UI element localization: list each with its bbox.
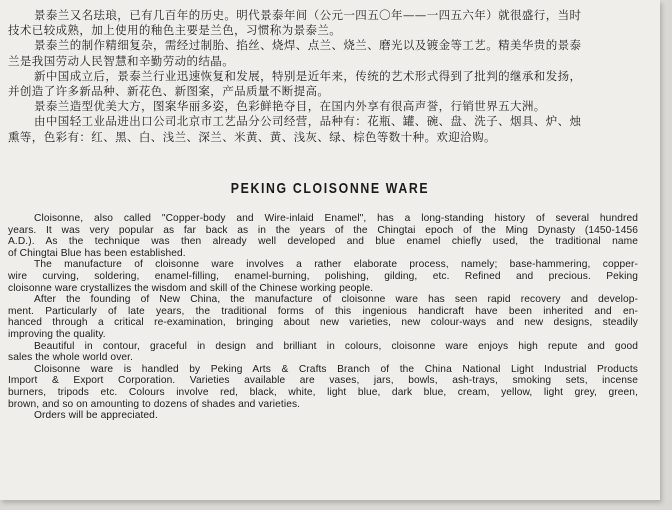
- english-line: Orders will be appreciated.: [34, 410, 158, 422]
- english-line: The manufacture of cloisonne ware involves a rather elaborate process, namely; base-hammering, copper-: [34, 259, 638, 271]
- chinese-line: 景泰兰又名珐琅，已有几百年的历史。明代景泰年间（公元一四五〇年——一四五六年）就很盛行，当时: [34, 8, 582, 22]
- english-line: Beautiful in contour, graceful in design and brilliant in colours, cloisonne ware enjoys high repute and good: [34, 340, 638, 352]
- chinese-line: 并创造了许多新品种、新花色、新图案，产品质量不断提高。: [8, 84, 330, 99]
- english-line: improving the quality.: [8, 328, 106, 340]
- chinese-line: 新中国成立后，景泰兰行业迅速恢复和发展，特别是近年来，传统的艺术形式得到了批判的继承和发扬，: [34, 68, 582, 83]
- english-line: Cloisonne ware is handled by Peking Arts & Crafts Branch of the China National Light Industrial Products: [34, 363, 638, 375]
- chinese-line: 由中国轻工业品进出口公司北京市工艺品分公司经营，品种有：花瓶、罐、碗、盘、洗子、烟具、炉、烛: [34, 114, 582, 129]
- english-line: Import & Export Corporation. Varieties available are vases, jars, bowls, ash-trays, smoking sets, incense: [8, 375, 638, 387]
- chinese-text-section: [8, 8, 656, 145]
- page-title: PEKING CLOISONNE WARE: [230, 180, 430, 197]
- chinese-line: 兰是我国劳动人民智慧和辛勤劳动的结晶。: [8, 53, 235, 68]
- chinese-line: 技术已较成熟，加上使用的釉色主要是兰色，习惯称为景泰兰。: [8, 23, 342, 38]
- chinese-line: 熏等，色彩有：红、黑、白、浅兰、深兰、米黄、黄、浅灰、绿、棕色等数十种。欢迎洽购。: [8, 129, 496, 144]
- english-line: hanced through a critical re-examination, bringing about new varieties, new colour-ways and new designs, steadily: [8, 317, 638, 329]
- english-line: ment. Particularly of late years, the traditional forms of this ingenious handicraft have been inherited and en-: [8, 305, 638, 317]
- english-line: cloisonne ware crystallizes the wisdom and skill of the Chinese working people.: [8, 282, 374, 294]
- chinese-line: 景泰兰造型优美大方，图案华丽多姿，色彩鲜艳夺目，在国内外享有很高声誉，行销世界五大洲。: [34, 99, 546, 114]
- english-line: Cloisonne, also called "Copper-body and Wire-inlaid Enamel", has a long-standing history of several hundred: [34, 213, 638, 224]
- english-line: After the founding of New China, the manufacture of cloisonne ware has seen rapid recovery and develop-: [34, 294, 638, 306]
- english-text-section: [8, 213, 638, 422]
- english-line: of Chingtai Blue has been established.: [8, 247, 186, 259]
- english-line: A.D.). As the technique was then already well developed and blue enamel chiefly used, the traditional name: [8, 236, 638, 248]
- english-line: sales the whole world over.: [8, 352, 134, 364]
- chinese-line: 景泰兰的制作精细复杂，需经过制胎、掐丝、烧焊、点兰、烧兰、磨光以及镀金等工艺。精美华贵的景泰: [34, 38, 582, 53]
- english-line: brown, and so on amounting to dozens of shades and varieties.: [8, 398, 301, 410]
- english-line: years. It was very popular as far back as in the years of the Chingtai epoch of the Ming Dynasty (1450-1456: [8, 224, 638, 236]
- english-line: wire curving, soldering, enamel-filling, enamel-burning, polishing, gilding, etc. Refined and precious. Peking: [8, 270, 638, 282]
- english-line: burners, tripods etc. Colours involve red, black, white, light blue, dark blue, cream, yellow, light grey, green,: [8, 386, 638, 398]
